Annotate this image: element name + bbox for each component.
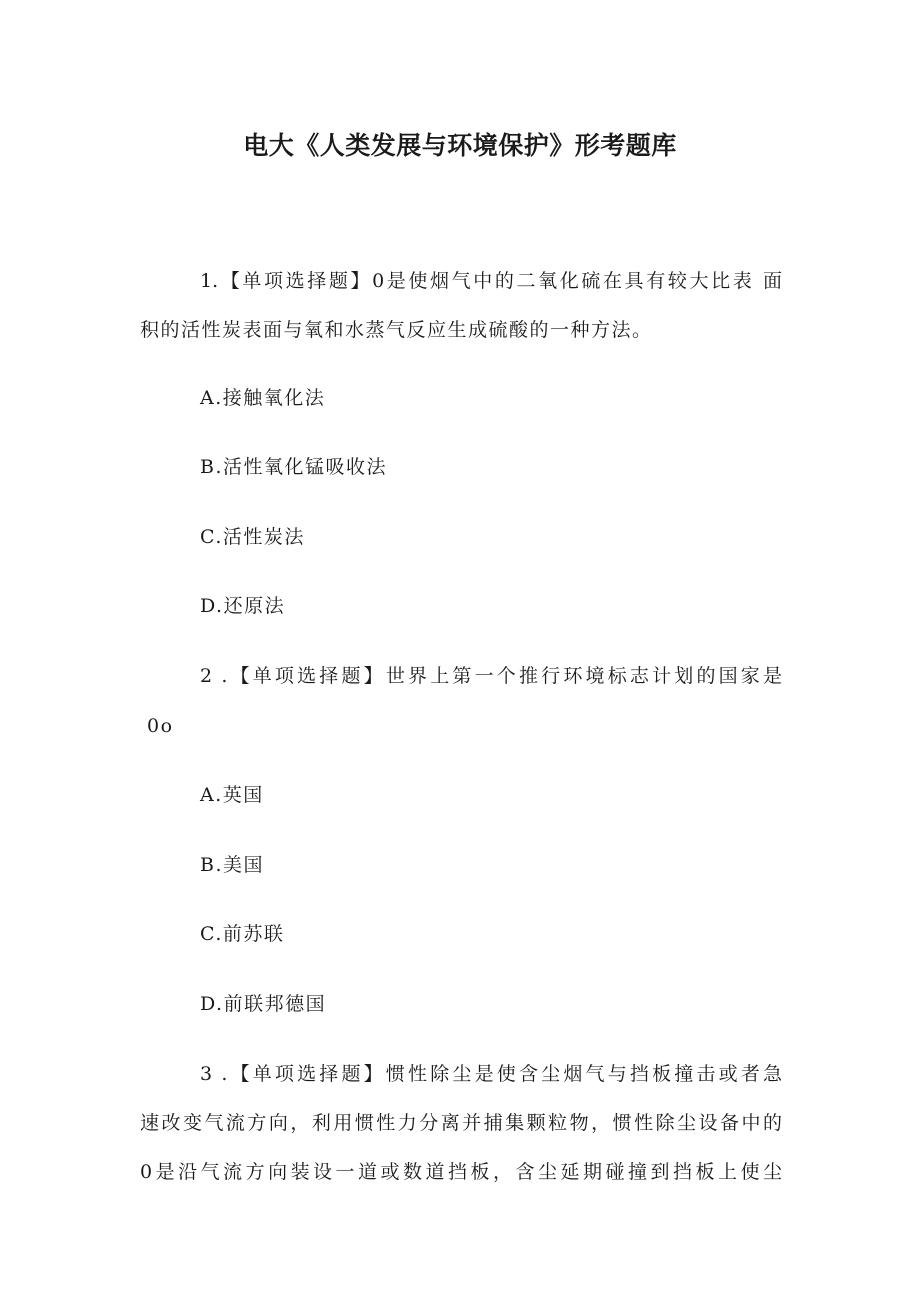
question-2-line-1: 2 .【单项选择题】世界上第一个推行环境标志计划的国家是 [200,665,782,687]
question-1-option-a: A.接触氧化法 [200,387,326,409]
question-2-option-b: B.美国 [200,854,265,876]
question-1-option-d: D.还原法 [200,595,286,617]
question-2-option-d: D.前联邦德国 [200,993,327,1015]
question-2-line-2: 0o [147,715,174,737]
question-3-line-2: 速改变气流方向，利用惯性力分离并捕集颗粒物，惯性除尘设备中的 [140,1112,782,1134]
document-title: 电大《人类发展与环境保护》形考题库 [243,131,677,160]
question-3-line-1: 3 .【单项选择题】惯性除尘是使含尘烟气与挡板撞击或者急 [200,1063,782,1085]
question-2-option-a: A.英国 [200,784,264,806]
question-1-line-1: 1.【单项选择题】0是使烟气中的二氧化硫在具有较大比表 面 [200,270,782,292]
question-1-line-2: 积的活性炭表面与氧和水蒸气反应生成硫酸的一种方法。 [140,319,653,341]
question-3-line-3: 0是沿气流方向装设一道或数道挡板，含尘延期碰撞到挡板上使尘 [140,1161,782,1183]
question-2-option-c: C.前苏联 [200,923,285,945]
question-1-option-c: C.活性炭法 [200,526,305,548]
question-1-option-b: B.活性氧化锰吸收法 [200,456,388,478]
